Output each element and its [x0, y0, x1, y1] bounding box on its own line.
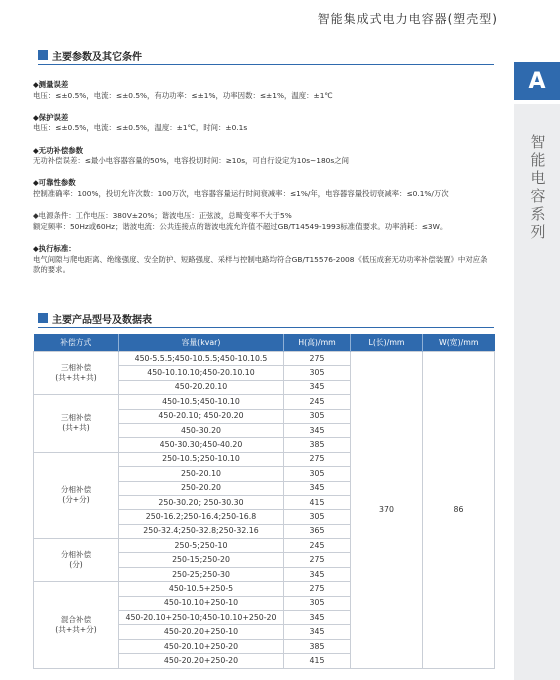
- section-title: 主要产品型号及数据表: [52, 315, 152, 326]
- capacity-cell: 250-32.4;250-32.8;250-32.16: [119, 524, 284, 538]
- section-letter-tab: [514, 62, 560, 100]
- compensation-type-cell: [34, 452, 119, 538]
- section-header-table: [38, 313, 494, 328]
- compensation-type-cell: [34, 352, 119, 395]
- capacity-cell: 450-10.10.10;450-20.10.10: [119, 366, 284, 380]
- compensation-type-line: (共+共): [62, 423, 90, 433]
- height-cell: 275: [284, 452, 351, 466]
- param-line: 额定频率：50Hz或60Hz；谐波电流：公共连接点的谐波电流允许值不超过GB/T14549-1993标准值要求。功率消耗：≤3W。: [33, 221, 448, 231]
- header-width: W(宽)/mm: [423, 334, 495, 352]
- capacity-cell: 450-20.10; 450-20.20: [119, 409, 284, 423]
- header-capacity: 容量(kvar): [119, 334, 284, 352]
- param-title: ◆测量误差: [33, 80, 69, 89]
- param-block: [33, 113, 493, 134]
- compensation-type-line: 分相补偿: [60, 485, 92, 495]
- capacity-cell: 450-5.5.5;450-10.5.5;450-10.10.5: [119, 352, 284, 366]
- capacity-cell: 450-20.10+250-10;450-10.10+250-20: [119, 611, 284, 625]
- capacity-cell: 450-20.10+250-20: [119, 639, 284, 653]
- capacity-cell: 250-20.20: [119, 481, 284, 495]
- param-block: [33, 211, 493, 232]
- product-spec-table: [33, 334, 495, 669]
- compensation-type-line: (分+分): [62, 495, 90, 505]
- param-line: ◆电源条件：工作电压：380V±20%；谐波电压：正弦波，总畸变率不大于5%: [33, 211, 292, 221]
- param-title: ◆保护误差: [33, 112, 69, 122]
- compensation-type-line: 三相补偿: [60, 413, 92, 423]
- compensation-type-line: 三相补偿: [60, 363, 92, 373]
- page-title: 智能集成式电力电容器(塑壳型): [317, 12, 498, 26]
- series-label: 智能电容系列: [530, 133, 546, 241]
- height-cell: 305: [284, 409, 351, 423]
- compensation-type-line: 分相补偿: [60, 550, 92, 560]
- height-cell: 385: [284, 438, 351, 452]
- capacity-cell: 450-20.20+250-10: [119, 625, 284, 639]
- capacity-cell: 250-10.5;250-10.10: [119, 452, 284, 466]
- height-cell: 245: [284, 539, 351, 553]
- header-type: 补偿方式: [34, 334, 119, 352]
- compensation-type-cell: [34, 582, 119, 668]
- param-block: [33, 244, 493, 276]
- capacity-cell: 250-25;250-30: [119, 567, 284, 581]
- param-title: ◆可靠性参数: [33, 178, 76, 188]
- height-cell: 345: [284, 567, 351, 581]
- compensation-type-line: 混合补偿: [60, 614, 92, 624]
- param-line: 电压：≤±0.5%，电流：≤±0.5%，有功功率：≤±1%，功率因数：≤±1%，温度：±1℃: [33, 90, 333, 100]
- compensation-type-line: (分): [69, 560, 83, 570]
- param-title: ◆执行标准：: [33, 243, 76, 253]
- param-block: [33, 80, 493, 101]
- height-cell: 275: [284, 352, 351, 366]
- capacity-cell: 250-15;250-20: [119, 553, 284, 567]
- capacity-cell: 250-16.2;250-16.4;250-16.8: [119, 510, 284, 524]
- header-length: L(长)/mm: [351, 334, 423, 352]
- height-cell: 305: [284, 366, 351, 380]
- section-letter: A: [528, 68, 546, 94]
- capacity-cell: 250-5;250-10: [119, 539, 284, 553]
- height-cell: 275: [284, 553, 351, 567]
- param-line: 控制准确率：100%，投切允许次数：100万次，电容器容量运行时间衰减率：≤1%/年，电容器容量投切衰减率：≤0.1%/万次: [33, 188, 449, 198]
- height-cell: 345: [284, 423, 351, 437]
- height-cell: 345: [284, 611, 351, 625]
- capacity-cell: 250-20.10: [119, 467, 284, 481]
- param-block: [33, 178, 493, 199]
- height-cell: 365: [284, 524, 351, 538]
- param-line: 无功补偿误差：≤最小电容器容量的50%，电容投切时间：≥10s，可自行设定为10s~180s之间: [33, 156, 349, 166]
- capacity-cell: 450-30.20: [119, 423, 284, 437]
- height-cell: 305: [284, 467, 351, 481]
- compensation-type-cell: [34, 395, 119, 453]
- capacity-cell: 450-20.20.10: [119, 380, 284, 394]
- param-line: 电气间隙与爬电距离、绝缘强度、安全防护、短路强度、采样与控制电路均符合GB/T15576-2008《低压成套无功功率补偿装置》中对应条款的要求。: [33, 254, 488, 275]
- height-cell: 415: [284, 654, 351, 668]
- compensation-type-cell: [34, 539, 119, 582]
- capacity-cell: 250-30.20; 250-30.30: [119, 495, 284, 509]
- height-cell: 345: [284, 625, 351, 639]
- section-header-params: [38, 50, 494, 65]
- compensation-type-line: (共+共+共): [55, 373, 97, 383]
- section-square-icon: [38, 313, 48, 323]
- param-block: [33, 146, 493, 167]
- height-cell: 385: [284, 639, 351, 653]
- height-cell: 345: [284, 481, 351, 495]
- table-row: [34, 352, 495, 366]
- width-cell: 86: [423, 352, 495, 669]
- capacity-cell: 450-10.5+250-5: [119, 582, 284, 596]
- param-line: 电压：≤±0.5%，电流：≤±0.5%，温度：±1℃，时间：±0.1s: [33, 123, 248, 133]
- parameter-list: [33, 80, 493, 287]
- height-cell: 305: [284, 596, 351, 610]
- height-cell: 415: [284, 495, 351, 509]
- height-cell: 245: [284, 395, 351, 409]
- capacity-cell: 450-20.20+250-20: [119, 654, 284, 668]
- compensation-type-line: (共+共+分): [55, 624, 97, 634]
- height-cell: 345: [284, 380, 351, 394]
- section-square-icon: [38, 50, 48, 60]
- capacity-cell: 450-30.30;450-40.20: [119, 438, 284, 452]
- height-cell: 275: [284, 582, 351, 596]
- section-title: 主要参数及其它条件: [52, 52, 142, 63]
- param-title: ◆无功补偿参数: [33, 145, 84, 155]
- table-header-row: [34, 334, 495, 352]
- length-cell: 370: [351, 352, 423, 669]
- capacity-cell: 450-10.5;450-10.10: [119, 395, 284, 409]
- capacity-cell: 450-10.10+250-10: [119, 596, 284, 610]
- height-cell: 305: [284, 510, 351, 524]
- header-height: H(高)/mm: [284, 334, 351, 352]
